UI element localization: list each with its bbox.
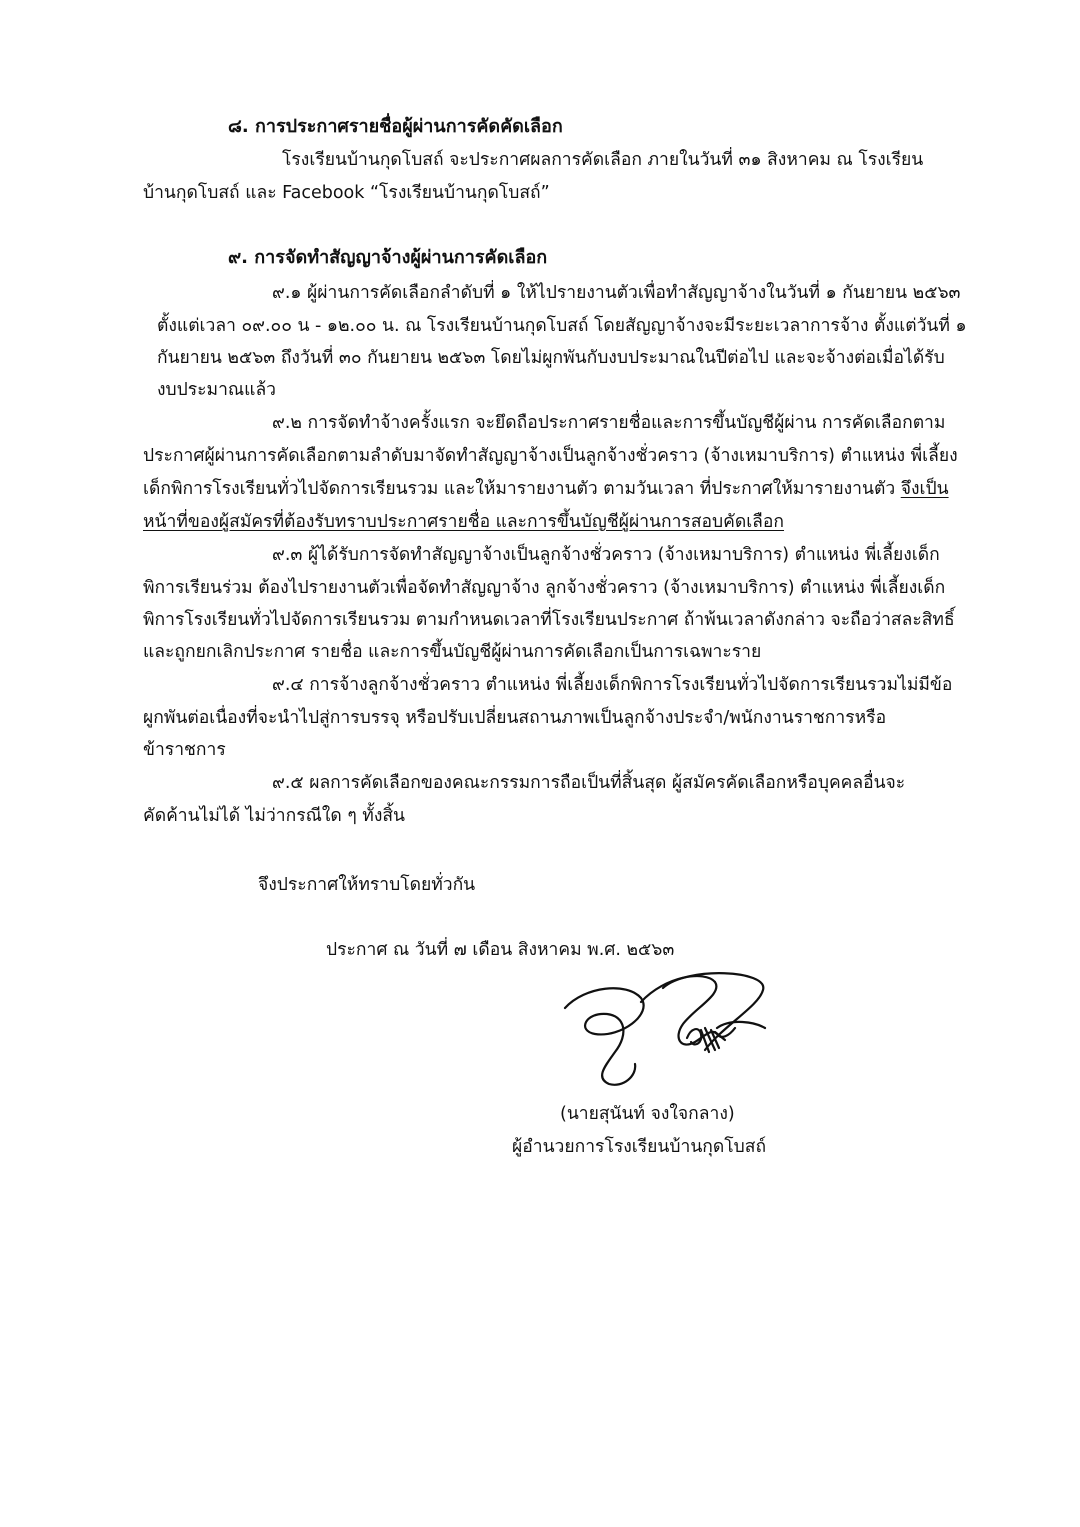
section-8-body-line-1: โรงเรียนบ้านกุดโบสถ์ จะประกาศผลการคัดเลือก ภายในวันที่ ๓๑ สิงหาคม ณ โรงเรียน (282, 150, 924, 170)
clause-9-2-line (143, 476, 949, 502)
clause-9-3-line: และถูกยกเลิกประกาศ รายชื่อ และการขึ้นบัญชีผู้ผ่านการคัดเลือกเป็นการเฉพาะราย (143, 642, 762, 662)
clause-9-5-line: คัดค้านไม่ได้ ไม่ว่ากรณีใด ๆ ทั้งสิ้น (143, 806, 406, 826)
clause-9-2-underlined-text: จึงเป็น (900, 479, 949, 499)
announcement-date: ประกาศ ณ วันที่ ๗ เดือน สิงหาคม พ.ศ. ๒๕๖๓ (326, 940, 675, 960)
signer-name: (นายสุนันท์ จงใจกลาง) (560, 1104, 735, 1124)
clause-9-1-line: งบประมาณแล้ว (157, 380, 276, 400)
clause-9-2-underlined-line: หน้าที่ของผู้สมัครที่ต้องรับทราบประกาศรายชื่อ และการขึ้นบัญชีผู้ผ่านการสอบคัดเลือก (143, 512, 785, 532)
clause-9-1-line: กันยายน ๒๕๖๓ ถึงวันที่ ๓๐ กันยายน ๒๕๖๓ โดยไม่ผูกพันกับงบประมาณในปีต่อไป และจะจ้างต่อเมื่อได้รับ (157, 348, 945, 368)
clause-9-2-line: ๙.๒ การจัดทำจ้างครั้งแรก จะยึดถือประกาศรายชื่อและการขึ้นบัญชีผู้ผ่าน การคัดเลือกตาม (272, 413, 946, 433)
clause-9-3-line: ๙.๓ ผู้ได้รับการจัดทำสัญญาจ้างเป็นลูกจ้างชั่วคราว (จ้างเหมาบริการ) ตำแหน่ง พี่เลี้ยงเด็ก (272, 545, 940, 565)
clause-9-4-line: ๙.๔ การจ้างลูกจ้างชั่วคราว ตำแหน่ง พี่เลี้ยงเด็กพิการโรงเรียนทั่วไปจัดการเรียนรวมไม่มีข้อ (272, 675, 953, 695)
clause-9-3-line: พิการโรงเรียนทั่วไปจัดการเรียนรวม ตามกำหนดเวลาที่โรงเรียนประกาศ ถ้าพ้นเวลาดังกล่าว จะถือว่าสละสิทธิ์ (143, 610, 955, 630)
signer-title: ผู้อำนวยการโรงเรียนบ้านกุดโบสถ์ (512, 1137, 767, 1157)
closing-announcement: จึงประกาศให้ทราบโดยทั่วกัน (258, 875, 476, 895)
clause-9-3-line: พิการเรียนร่วม ต้องไปรายงานตัวเพื่อจัดทำสัญญาจ้าง ลูกจ้างชั่วคราว (จ้างเหมาบริการ) ตำแหน่ง พี่เลี้ยงเด็ก (143, 578, 946, 598)
section-8-heading: ๘. การประกาศรายชื่อผู้ผ่านการคัดคัดเลือก (228, 116, 563, 137)
section-9-heading: ๙. การจัดทำสัญญาจ้างผู้ผ่านการคัดเลือก (228, 247, 548, 268)
clause-9-4-line: ข้าราชการ (143, 740, 226, 760)
section-8-body-line-2: บ้านกุดโบสถ์ และ Facebook “โรงเรียนบ้านกุดโบสถ์” (143, 183, 550, 203)
clause-9-4-line: ผูกพันต่อเนื่องที่จะนำไปสู่การบรรจุ หรือปรับเปลี่ยนสถานภาพเป็นลูกจ้างประจำ/พนักงานราชการหรือ (143, 708, 887, 728)
clause-9-1-line: ๙.๑ ผู้ผ่านการคัดเลือกลำดับที่ ๑ ให้ไปรายงานตัวเพื่อทำสัญญาจ้างในวันที่ ๑ กันยายน ๒๕๖๓ (272, 283, 961, 303)
clause-9-2-line: ประกาศผู้ผ่านการคัดเลือกตามลำดับมาจัดทำสัญญาจ้างเป็นลูกจ้างชั่วคราว (จ้างเหมาบริการ) ตำแหน่ง พี่เลี้ยง (143, 446, 958, 466)
signature-image (555, 968, 785, 1096)
clause-9-1-line: ตั้งแต่เวลา ๐๙.๐๐ น - ๑๒.๐๐ น. ณ โรงเรียนบ้านกุดโบสถ์ โดยสัญญาจ้างจะมีระยะเวลาการจ้าง ตั้งแต่วันที่ ๑ (157, 316, 967, 336)
clause-9-2-text: เด็กพิการโรงเรียนทั่วไปจัดการเรียนรวม และให้มารายงานตัว ตามวันเวลา ที่ประกาศให้มารายงานตัว (143, 479, 901, 499)
clause-9-5-line: ๙.๕ ผลการคัดเลือกของคณะกรรมการถือเป็นที่สิ้นสุด ผู้สมัครคัดเลือกหรือบุคคลอื่นจะ (272, 773, 906, 793)
